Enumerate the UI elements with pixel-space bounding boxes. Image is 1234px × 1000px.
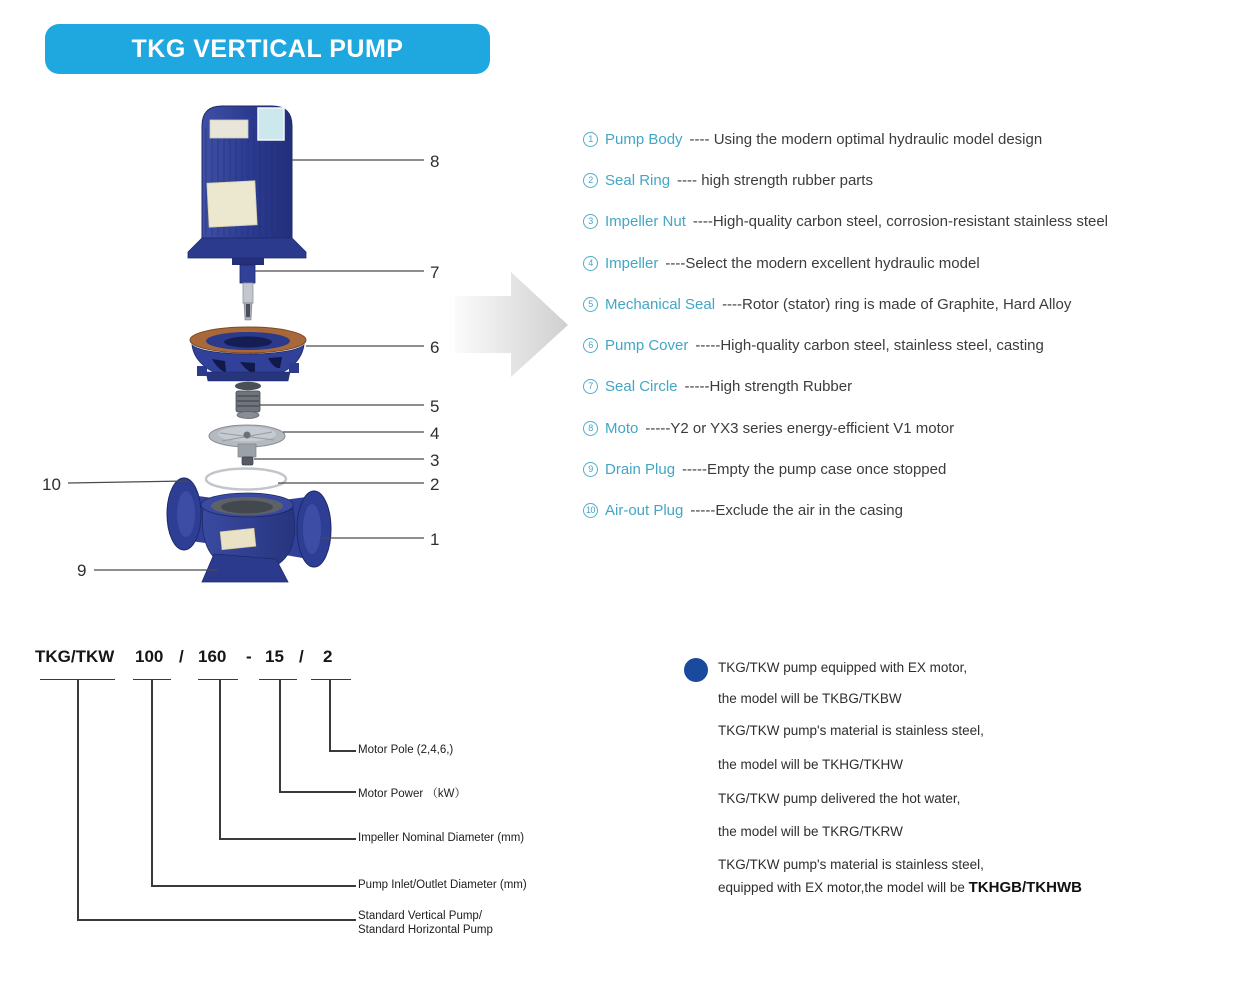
model-power-value: 15 — [265, 647, 284, 666]
part-name: Drain Plug — [605, 460, 676, 478]
list-item — [583, 419, 954, 437]
note-line — [718, 879, 1082, 896]
callout-4: 4 — [430, 424, 440, 443]
model-family: TKG/TKW — [35, 647, 115, 666]
note-line: TKG/TKW pump delivered the hot water, — [718, 791, 961, 806]
list-item — [583, 212, 1108, 230]
pump-body-label — [220, 528, 256, 549]
leader-line — [329, 679, 331, 750]
part-name: Pump Cover — [605, 336, 689, 354]
part-number-badge: 2 — [583, 173, 598, 188]
label-motor-pole: Motor Pole (2,4,6,) — [358, 744, 454, 756]
part-desc: ----Rotor (stator) ring is made of Graphite, Hard Alloy — [722, 295, 1072, 313]
part-desc: ---- high strength rubber parts — [677, 171, 873, 189]
pump-exploded-diagram — [30, 95, 575, 610]
leader-line — [77, 679, 79, 919]
list-item — [583, 130, 1042, 148]
leader-line — [151, 679, 153, 885]
callout-9: 9 — [77, 561, 87, 580]
callout-8: 8 — [430, 152, 440, 171]
note-line: TKG/TKW pump equipped with EX motor, — [718, 660, 968, 675]
part-desc: -----High strength Rubber — [684, 377, 853, 395]
arrow-right-icon — [455, 272, 568, 377]
label-impeller-diameter: Impeller Nominal Diameter (mm) — [358, 832, 525, 844]
list-item — [583, 295, 1071, 313]
page-title: TKG VERTICAL PUMP — [131, 34, 404, 63]
pump-cover-part — [190, 327, 306, 381]
part-name: Impeller — [605, 254, 659, 272]
underline — [259, 679, 297, 680]
part-name: Pump Body — [605, 130, 683, 148]
model-separator: - — [246, 647, 252, 666]
label-motor-power: Motor Power （kW） — [358, 788, 466, 800]
motor-side-label — [258, 108, 284, 140]
part-name: Seal Circle — [605, 377, 678, 395]
part-number-badge: 4 — [583, 256, 598, 271]
note-line: the model will be TKRG/TKRW — [718, 824, 903, 839]
impeller-part — [209, 425, 285, 457]
list-item — [583, 377, 852, 395]
note-model-code: TKHGB/TKHWB — [968, 879, 1082, 896]
title-banner — [45, 24, 490, 74]
note-line: the model will be TKHG/TKHW — [718, 757, 904, 772]
leader-line — [219, 679, 221, 838]
label-inlet-diameter: Pump Inlet/Outlet Diameter (mm) — [358, 879, 527, 891]
callout-1: 1 — [430, 530, 440, 549]
model-separator: / — [179, 647, 184, 666]
motor-part — [188, 106, 306, 265]
leader-line — [77, 919, 356, 921]
underline — [311, 679, 351, 680]
part-number-badge: 6 — [583, 338, 598, 353]
leader-line — [151, 885, 356, 887]
part-name: Air-out Plug — [605, 501, 684, 519]
part-number-badge: 3 — [583, 214, 598, 229]
part-name: Seal Ring — [605, 171, 671, 189]
list-item — [583, 254, 980, 272]
part-name: Mechanical Seal — [605, 295, 716, 313]
shaft-part — [240, 265, 255, 320]
label-pump-type-1: Standard Vertical Pump/ — [358, 910, 483, 922]
part-desc: ---- Using the modern optimal hydraulic model design — [689, 130, 1043, 148]
leader-line — [279, 791, 356, 793]
model-impeller-value: 160 — [198, 647, 227, 666]
part-number-badge: 10 — [583, 503, 598, 518]
label-pump-type-2: Standard Horizontal Pump — [358, 924, 493, 936]
seal-ring-part — [206, 469, 286, 490]
underline — [198, 679, 238, 680]
impeller-nut-part — [242, 457, 253, 465]
part-number-badge: 5 — [583, 297, 598, 312]
callout-7: 7 — [430, 263, 440, 282]
motor-nameplate — [207, 181, 257, 227]
mechanical-seal-part — [235, 382, 261, 419]
part-desc: ----Select the modern excellent hydraulic model — [665, 254, 980, 272]
list-item — [583, 501, 903, 519]
leader-line — [219, 838, 356, 840]
part-desc: ----High-quality carbon steel, corrosion-resistant stainless steel — [692, 212, 1109, 230]
callout-10: 10 — [42, 475, 61, 494]
model-pole-value: 2 — [323, 647, 333, 666]
list-item — [583, 460, 946, 478]
note-line: TKG/TKW pump's material is stainless steel, — [718, 723, 984, 738]
part-number-badge: 9 — [583, 462, 598, 477]
part-number-badge: 1 — [583, 132, 598, 147]
model-separator: / — [299, 647, 304, 666]
part-desc: -----Y2 or YX3 series energy-efficient V1 motor — [645, 419, 955, 437]
part-desc: -----Exclude the air in the casing — [690, 501, 903, 519]
note-line: TKG/TKW pump's material is stainless steel, — [718, 857, 984, 872]
bullet-icon — [684, 658, 708, 682]
list-item — [583, 171, 873, 189]
part-number-badge: 8 — [583, 421, 598, 436]
note-line-text: equipped with EX motor,the model will be — [718, 880, 969, 895]
callout-5: 5 — [430, 397, 440, 416]
list-item — [583, 336, 1044, 354]
part-name: Moto — [605, 419, 639, 437]
callout-2: 2 — [430, 475, 440, 494]
motor-top-label — [210, 120, 248, 138]
model-inlet-value: 100 — [135, 647, 164, 666]
part-desc: -----High-quality carbon steel, stainless steel, casting — [695, 336, 1044, 354]
leader-line — [329, 750, 356, 752]
part-number-badge: 7 — [583, 379, 598, 394]
pump-body-part — [167, 478, 331, 582]
note-line: the model will be TKBG/TKBW — [718, 691, 902, 706]
leader-line — [279, 679, 281, 791]
callout-3: 3 — [430, 451, 440, 470]
callout-6: 6 — [430, 338, 440, 357]
part-desc: -----Empty the pump case once stopped — [682, 460, 947, 478]
part-name: Impeller Nut — [605, 212, 686, 230]
